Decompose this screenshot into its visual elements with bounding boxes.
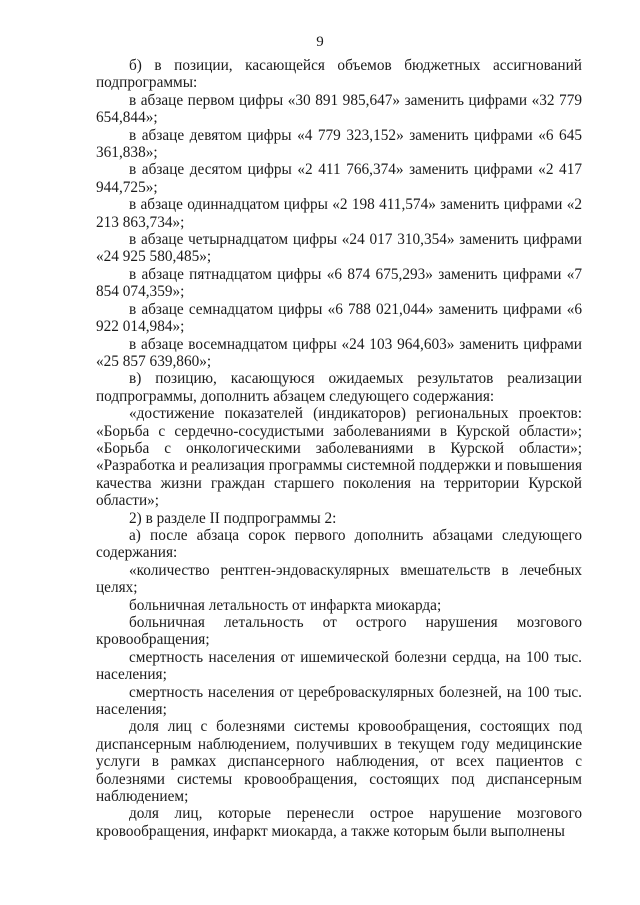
- paragraph-x-ray-interventions: «количество рентген-эндоваскулярных вмешательств в лечебных целях;: [96, 561, 582, 597]
- paragraph-c-expected-results: в) позицию, касающуюся ожидаемых результатов реализации подпрограммы, дополнить абзацем следующего содержания:: [96, 370, 582, 405]
- paragraph-section-ii: 2) в разделе II подпрограммы 2:: [129, 509, 337, 527]
- document-body: [96, 57, 582, 840]
- paragraph-eleventh-amendment: в абзаце одиннадцатом цифры «2 198 411,574» заменить цифрами «2 213 863,734»;: [96, 196, 582, 231]
- paragraph-seventeenth-amendment: в абзаце семнадцатом цифры «6 788 021,044» заменить цифрами «6 922 014,984»;: [96, 300, 582, 336]
- paragraph-fifteenth-amendment: в абзаце пятнадцатом цифры «6 874 675,293» заменить цифрами «7 854 074,359»;: [96, 265, 582, 301]
- paragraph-ninth-amendment: в абзаце девятом цифры «4 779 323,152» заменить цифрами «6 645 361,838»;: [96, 126, 582, 162]
- paragraph-myocardial-lethality: больничная летальность от инфаркта миокарда;: [129, 596, 442, 614]
- paragraph-stroke-infarction-share: доля лиц, которые перенесли острое нарушение мозгового кровообращения, инфаркт миокарда, а также которым были выполнены: [96, 805, 582, 840]
- page-number: 9: [316, 34, 324, 50]
- paragraph-b-budget-position: б) в позиции, касающейся объемов бюджетных ассигнований подпрограммы:: [96, 57, 582, 92]
- paragraph-ischemic-mortality: смертность населения от ишемической болезни сердца, на 100 тыс. населения;: [96, 648, 582, 684]
- paragraph-eighteenth-amendment: в абзаце восемнадцатом цифры «24 103 964,603» заменить цифрами «25 857 639,860»;: [96, 335, 582, 370]
- paragraph-first-amendment: в абзаце первом цифры «30 891 985,647» заменить цифрами «32 779 654,844»;: [96, 91, 582, 127]
- paragraph-tenth-amendment: в абзаце десятом цифры «2 411 766,374» заменить цифрами «2 417 944,725»;: [96, 161, 582, 196]
- paragraph-a-after-forty-first: а) после абзаца сорок первого дополнить абзацами следующего содержания:: [96, 526, 582, 562]
- paragraph-fourteenth-amendment: в абзаце четырнадцатом цифры «24 017 310,354» заменить цифрами «24 925 580,485»;: [96, 231, 582, 266]
- paragraph-regional-projects: «достижение показателей (индикаторов) региональных проектов: «Борьба с сердечно-сосудистыми заболеваниями в Курской области»; «Борьба с онкологическими заболеваниями в Курской области»; «Разработка и реализация программы системной поддержки и повышения качества жизни граждан старшего поколения на территории Курской области»;: [96, 405, 582, 510]
- paragraph-cerebrovascular-mortality: смертность населения от цереброваскулярных болезней, на 100 тыс. населения;: [96, 683, 582, 719]
- paragraph-dispensary-share: доля лиц с болезнями системы кровообращения, состоящих под диспансерным наблюдением, получивших в текущем году медицинские услуги в рамках диспансерного наблюдения, от всех пациентов с болезнями системы кровообращения, состоящих под диспансерным наблюдением;: [96, 718, 582, 806]
- paragraph-stroke-lethality: больничная летальность от острого нарушения мозгового кровообращения;: [96, 614, 582, 649]
